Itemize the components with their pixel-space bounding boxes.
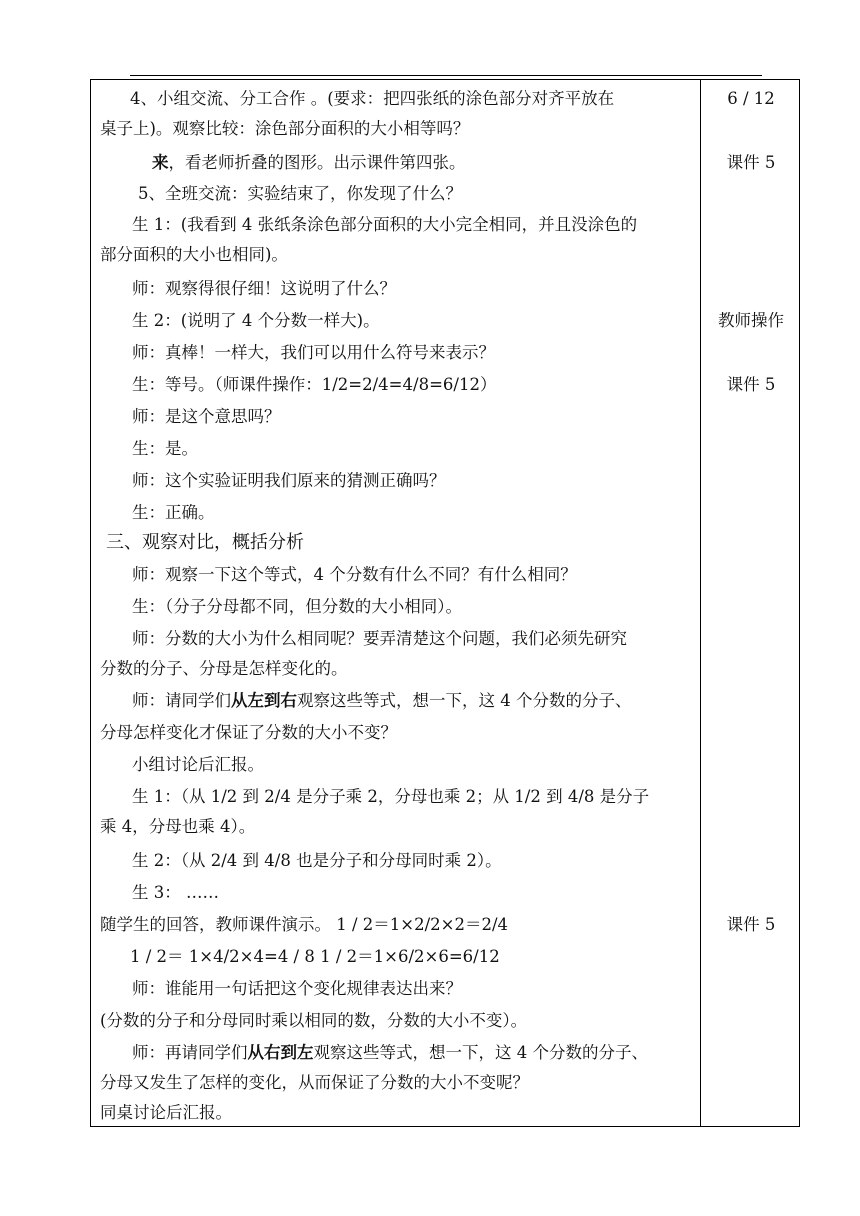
text-line: 同桌讨论后汇报。	[100, 1103, 232, 1122]
text-line: 生 1：（从 1/2 到 2/4 是分子乘 2，分母也乘 2；从 1/2 到 4/8 是分子	[132, 787, 650, 806]
text-line: 师：再请同学们从右到左观察这些等式，想一下，这 4 个分数的分子、	[132, 1043, 648, 1062]
text-line: 桌子上)。观察比较：涂色部分面积的大小相等吗？	[100, 119, 470, 138]
text-line: 4、小组交流、分工合作 。(要求：把四张纸的涂色部分对齐平放在	[130, 89, 615, 108]
text-line: 5、全班交流：实验结束了，你发现了什么？	[138, 184, 462, 203]
text-line: 师：观察一下这个等式，4 个分数有什么不同？有什么相同？	[132, 565, 577, 584]
text-line: 生：等号。（师课件操作：1/2=2/4=4/8=6/12）	[132, 375, 497, 394]
text-line: 师：谁能用一句话把这个变化规律表达出来？	[132, 979, 462, 998]
side-note: 课件 5	[726, 375, 776, 394]
text-line: 乘 4，分母也乘 4）。	[100, 817, 256, 836]
text-line: 分母怎样变化才保证了分数的大小不变？	[100, 723, 397, 742]
text-line: 部分面积的大小也相同)。	[100, 245, 288, 264]
text-line: 分母又发生了怎样的变化，从而保证了分数的大小不变呢？	[100, 1073, 529, 1092]
section-heading: 三、观察对比，概括分析	[106, 532, 304, 553]
bold-text: 从左到右	[231, 691, 297, 710]
side-note: 6 / 12	[727, 89, 775, 108]
text-line: 生：是。	[132, 439, 198, 458]
text-line: 师：观察得很仔细！这说明了什么？	[132, 279, 396, 298]
text-line: 师：这个实验证明我们原来的猜测正确吗？	[132, 471, 446, 490]
text-line: 师：是这个意思吗？	[132, 407, 281, 426]
column-divider	[700, 79, 701, 1127]
text-line: 生 3： ……	[132, 883, 219, 902]
text-line: 师：真棒！一样大，我们可以用什么符号来表示？	[132, 343, 495, 362]
text-line: 生 2：（从 2/4 到 4/8 也是分子和分母同时乘 2）。	[132, 851, 502, 870]
text-line: 小组讨论后汇报。	[132, 755, 264, 774]
text-line: 师：分数的大小为什么相同呢？要弄清楚这个问题，我们必须先研究	[132, 629, 627, 648]
text-line: (分数的分子和分母同时乘以相同的数，分数的大小不变）。	[100, 1011, 528, 1030]
text-line: 生 1：(我看到 4 张纸条涂色部分面积的大小完全相同，并且没涂色的	[132, 215, 638, 234]
side-note: 课件 5	[726, 153, 776, 172]
bold-text: 来	[152, 153, 169, 172]
text-line: 1 / 2＝ 1×4/2×4=4 / 8 1 / 2＝1×6/2×6=6/12	[130, 947, 500, 966]
side-note: 课件 5	[726, 915, 776, 934]
text-line: 分数的分子、分母是怎样变化的。	[100, 659, 348, 678]
side-note: 教师操作	[718, 311, 784, 330]
text-line: 生：（分子分母都不同，但分数的大小相同）。	[132, 597, 462, 616]
text-line: 来，看老师折叠的图形。出示课件第四张。	[152, 153, 466, 172]
text-line: 生：正确。	[132, 503, 215, 522]
text-line: 生 2：(说明了 4 个分数一样大)。	[132, 311, 380, 330]
text-line: 师：请同学们从左到右观察这些等式，想一下，这 4 个分数的分子、	[132, 691, 632, 710]
bold-text: 从右到左	[247, 1043, 314, 1062]
text-line: 随学生的回答，教师课件演示。 1 / 2＝1×2/2×2＝2/4	[100, 915, 509, 934]
header-rule	[130, 75, 762, 76]
